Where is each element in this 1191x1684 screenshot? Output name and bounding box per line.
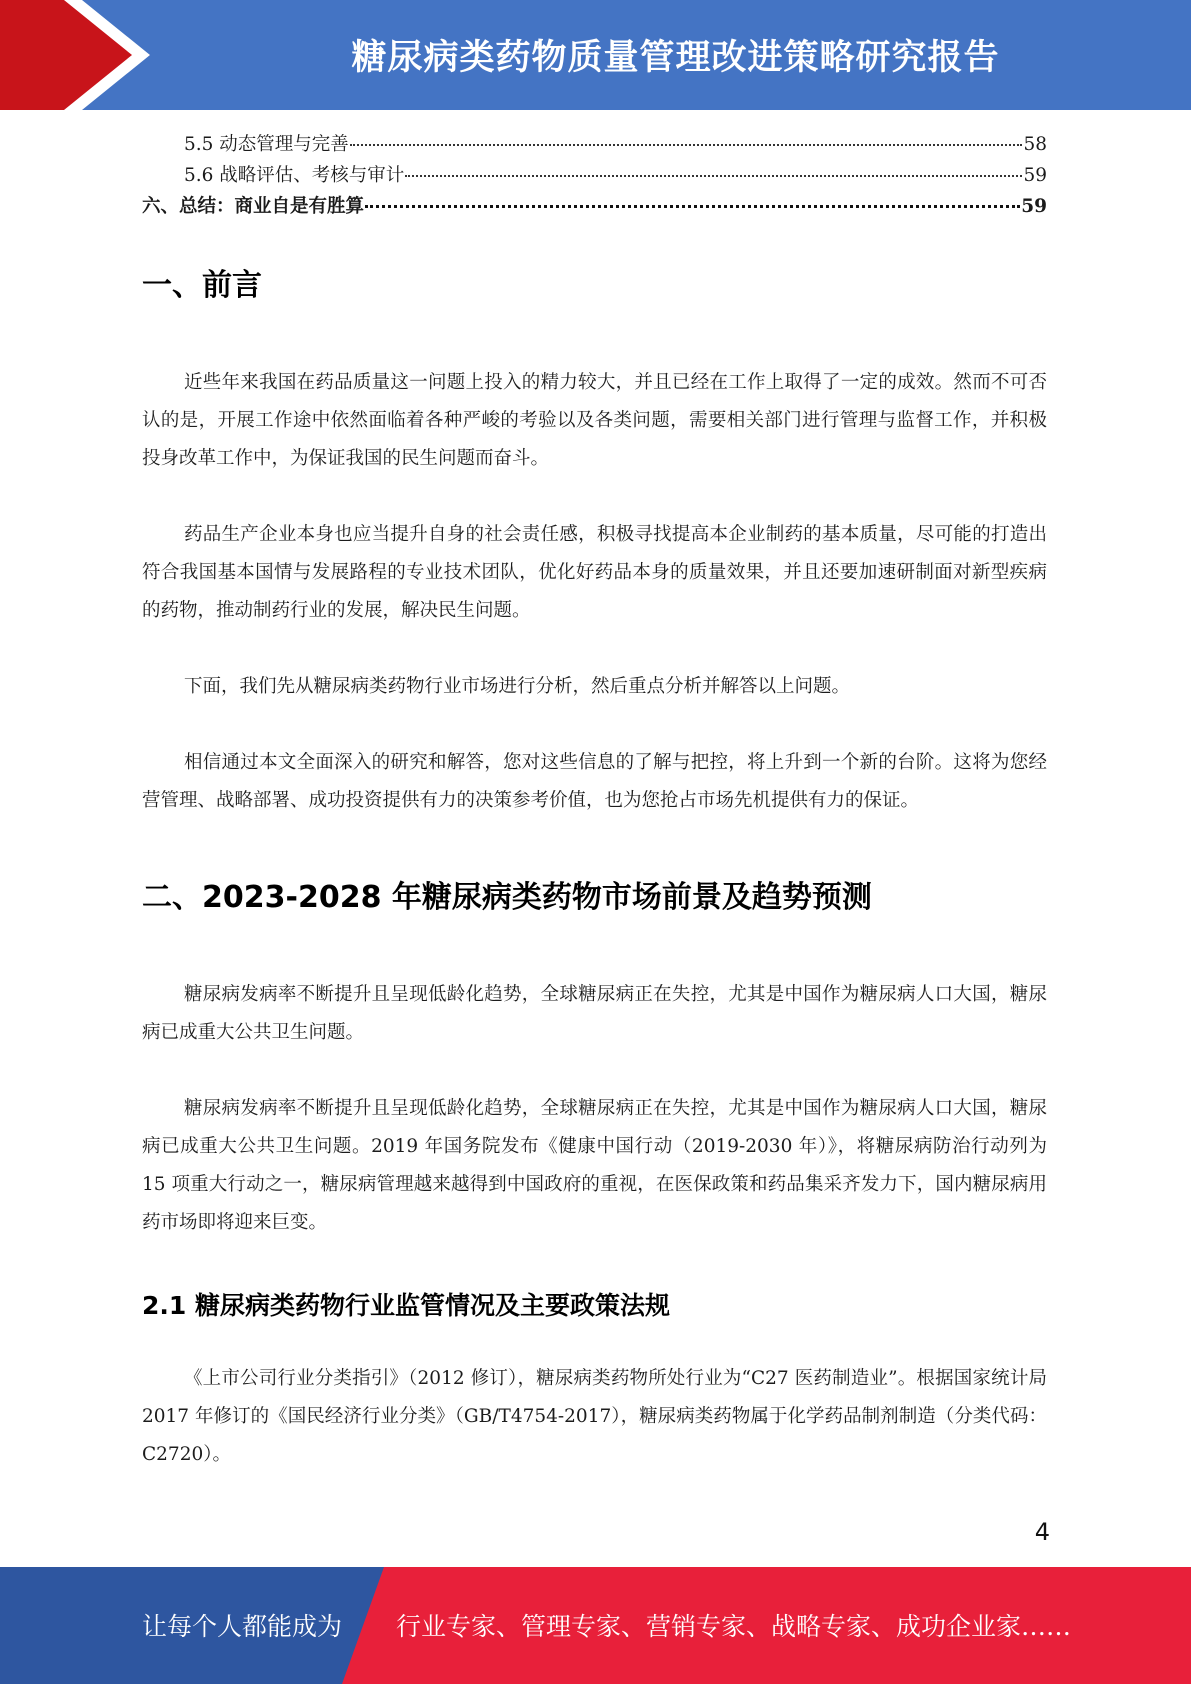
- toc-item-label: 5.5 动态管理与完善: [184, 134, 349, 155]
- toc-leader-dots: [405, 175, 1022, 177]
- page-footer: [0, 1567, 1191, 1684]
- paragraph: 糖尿病发病率不断提升且呈现低龄化趋势，全球糖尿病正在失控，尤其是中国作为糖尿病人口大国，糖尿病已成重大公共卫生问题。2019 年国务院发布《健康中国行动（2019-2030 年）》，将糖尿病防治行动列为 15 项重大行动之一，糖尿病管理越来越得到中国政府的重视，在医保政策和药品集采齐发力下，国内糖尿病用药市场即将迎来巨变。: [142, 1098, 1047, 1233]
- section-heading: 一、前言: [142, 268, 262, 303]
- paragraph: 糖尿病发病率不断提升且呈现低龄化趋势，全球糖尿病正在失控，尤其是中国作为糖尿病人口大国，糖尿病已成重大公共卫生问题。: [142, 984, 1047, 1043]
- toc-item-page: 58: [1023, 134, 1047, 155]
- section-heading: 二、2023-2028 年糖尿病类药物市场前景及趋势预测: [142, 880, 872, 915]
- toc-item[interactable]: [142, 130, 1047, 161]
- paragraph: 药品生产企业本身也应当提升自身的社会责任感，积极寻找提高本企业制药的基本质量，尽可能的打造出符合我国基本国情与发展路程的专业技术团队，优化好药品本身的质量效果，并且还要加速研制面对新型疾病的药物，推动制药行业的发展，解决民生问题。: [142, 524, 1047, 621]
- paragraph: 相信通过本文全面深入的研究和解答，您对这些信息的了解与把控，将上升到一个新的台阶。这将为您经营管理、战略部署、成功投资提供有力的决策参考价值，也为您抢占市场先机提供有力的保证。: [142, 752, 1047, 811]
- header-red-arrow: [0, 0, 150, 110]
- toc-item[interactable]: [142, 161, 1047, 192]
- toc-item-page: 59: [1023, 165, 1047, 186]
- toc-leader-dots: [350, 144, 1023, 146]
- footer-slogan-right: 行业专家、管理专家、营销专家、战略专家、成功企业家……: [396, 1612, 1072, 1641]
- subsection-heading: 2.1 糖尿病类药物行业监管情况及主要政策法规: [142, 1291, 670, 1320]
- toc-item-label: 六、总结：商业自是有胜算: [142, 196, 365, 217]
- toc-item[interactable]: [142, 192, 1047, 223]
- table-of-contents: [142, 130, 1047, 223]
- toc-item-label: 5.6 战略评估、考核与审计: [184, 165, 405, 186]
- toc-leader-dots: [365, 205, 1020, 208]
- paragraph: 《上市公司行业分类指引》（2012 修订），糖尿病类药物所处行业为“C27 医药制造业”。根据国家统计局 2017 年修订的《国民经济行业分类》（GB/T4754-2017），糖尿病类药物属于化学药品制剂制造（分类代码：C2720）。: [142, 1368, 1047, 1465]
- document-body: [142, 260, 1047, 1474]
- paragraph: 下面，我们先从糖尿病类药物行业市场进行分析，然后重点分析并解答以上问题。: [184, 676, 851, 697]
- page-header: [0, 0, 1191, 110]
- footer-slogan-left: 让每个人都能成为: [142, 1612, 343, 1641]
- header-title: 糖尿病类药物质量管理改进策略研究报告: [351, 38, 1000, 78]
- page-number: 4: [1034, 1518, 1050, 1546]
- toc-item-page: 59: [1021, 196, 1047, 217]
- paragraph: 近些年来我国在药品质量这一问题上投入的精力较大，并且已经在工作上取得了一定的成效。然而不可否认的是，开展工作途中依然面临着各种严峻的考验以及各类问题，需要相关部门进行管理与监督工作，并积极投身改革工作中，为保证我国的民生问题而奋斗。: [142, 372, 1047, 469]
